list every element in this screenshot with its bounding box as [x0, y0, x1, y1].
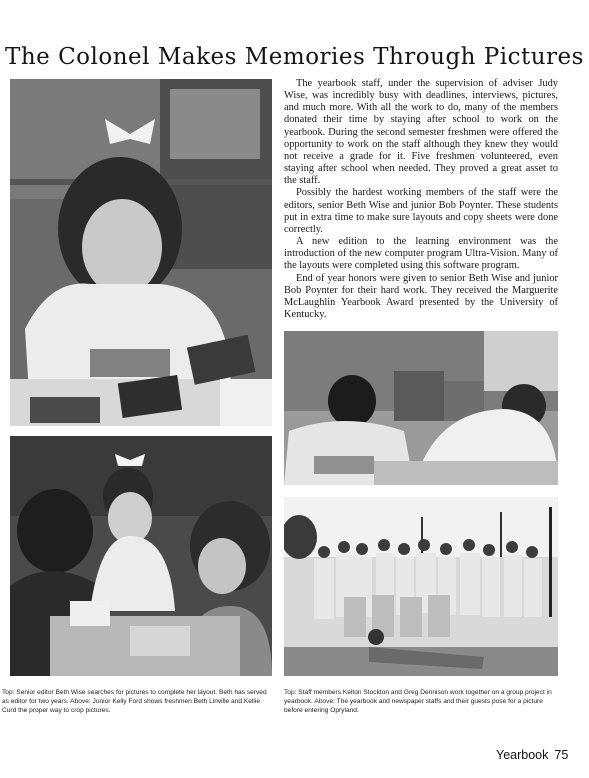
caption-left: Top: Senior editor Beth Wise searches for pictures to complete her layout. Beth has served as editor for two years. Above: Junior Kelly Ford shows freshmen Beth Linville and Kellie Curd the proper way to crop pictures. [2, 689, 267, 714]
page-footer [496, 748, 568, 762]
photo-staff-opryland [284, 497, 558, 676]
photo-editor-searching [10, 79, 272, 426]
photo-staff-group-project [284, 331, 558, 485]
photo-cropping-lesson [10, 436, 272, 676]
article-paragraph: Possibly the hardest working members of the staff were the editors, senior Beth Wise and junior Bob Poynter. These students put in extra time to make sure layouts and copy sheets were done correctly. [284, 187, 558, 235]
footer-section-label: Yearbook [496, 748, 549, 762]
article-paragraph: End of year honors were given to senior Beth Wise and junior Bob Poynter for their hard work. They received the Marguerite McLaughlin Yearbook Award presented by the University of Kentucky. [284, 272, 558, 320]
page-title: The Colonel Makes Memories Through Pictures [5, 44, 584, 70]
page-number: 75 [554, 748, 569, 762]
article-paragraph: A new edition to the learning environment was the introduction of the new computer program Ultra-Vision. Many of the layouts were completed using this software program. [284, 236, 558, 272]
article-body [284, 78, 558, 321]
caption-right: Top: Staff members Kelton Stockton and Greg Dennison work together on a group project in yearbook. Above: The yearbook and newspaper staffs and their guests pose for a picture before entering Opryland. [284, 689, 552, 714]
article-paragraph: The yearbook staff, under the supervision of adviser Judy Wise, was incredibly busy with deadlines, interviews, pictures, and much more. With all the work to do, many of the members donated their time by staying after school to work on the yearbook. During the second semester freshmen were offered the opportunity to work on the staff although they knew they would not receive a grade for it. Five freshmen volunteered, even staying after school when needed. They proved a great asset to the staff. [284, 78, 558, 187]
